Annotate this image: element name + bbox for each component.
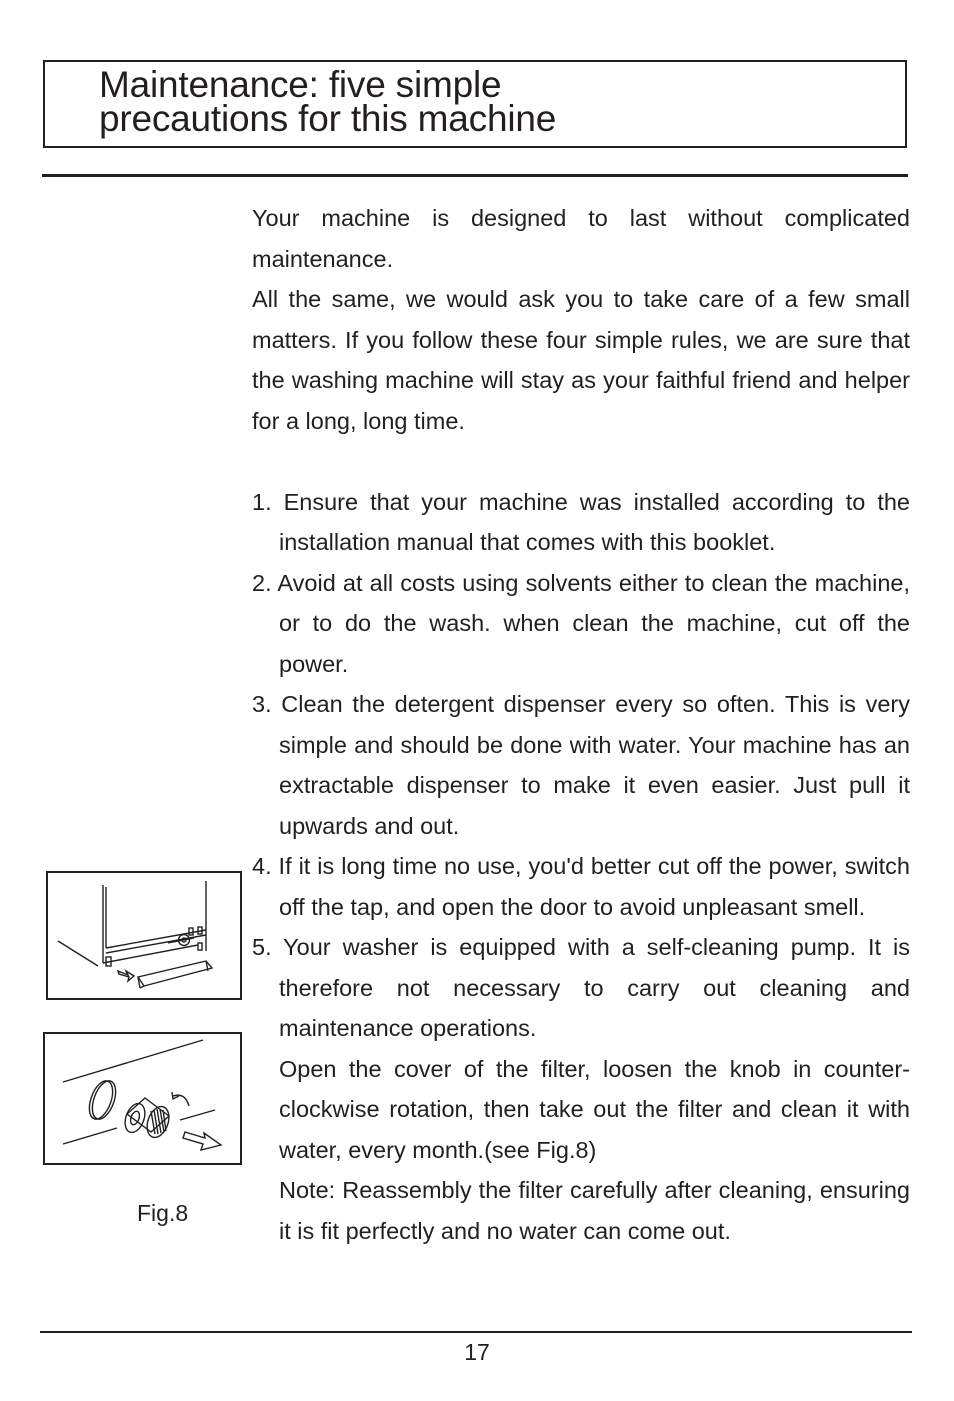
- washer-base-drawing: [48, 873, 240, 998]
- page-title-line-1: Maintenance: five simple: [99, 64, 502, 105]
- page-title-line-2: precautions for this machine: [99, 98, 557, 139]
- rule-item-3: 3. Clean the detergent dispenser every so often. This is very simple and should be done with water. Your machine has an extractable dispenser to make it even easier. Just pull it upwards and out.: [252, 691, 910, 839]
- intro-paragraph-1: Your machine is designed to last without complicated maintenance.: [252, 205, 910, 272]
- spacer: [252, 441, 910, 482]
- filter-instructions: Open the cover of the filter, loosen the knob in counter-clockwise rotation, then take out the filter and clean it with water, every month.(see Fig.8): [279, 1055, 910, 1163]
- header-divider: [42, 174, 908, 177]
- filter-removal-drawing: [45, 1034, 240, 1163]
- reassembly-note: Note: Reassembly the filter carefully after cleaning, ensuring it is fit perfectly and no water can come out.: [279, 1177, 910, 1244]
- rule-item-1: 1. Ensure that your machine was installed according to the installation manual that comes with this booklet.: [252, 488, 910, 555]
- page-title: [99, 64, 557, 139]
- footer-divider: [40, 1331, 912, 1333]
- page-number: 17: [464, 1339, 490, 1365]
- title-box: [43, 60, 907, 148]
- filter-removal-illustration: [43, 1032, 242, 1165]
- rule-item-2: 2. Avoid at all costs using solvents either to clean the machine, or to do the wash. when clean the machine, cut off the power.: [252, 569, 910, 677]
- intro-paragraph-2: All the same, we would ask you to take care of a few small matters. If you follow these four simple rules, we are sure that the washing machine will stay as your faithful friend and helper for a long, long time.: [252, 286, 910, 434]
- washer-base-illustration: [46, 871, 242, 1000]
- figure-caption: Fig.8: [137, 1200, 189, 1226]
- rule-item-4: 4. If it is long time no use, you'd better cut off the power, switch off the tap, and open the door to avoid unpleasant smell.: [252, 853, 910, 920]
- main-content: [252, 198, 910, 1251]
- rule-item-5: 5. Your washer is equipped with a self-cleaning pump. It is therefore not necessary to carry out cleaning and maintenance operations.: [252, 934, 910, 1041]
